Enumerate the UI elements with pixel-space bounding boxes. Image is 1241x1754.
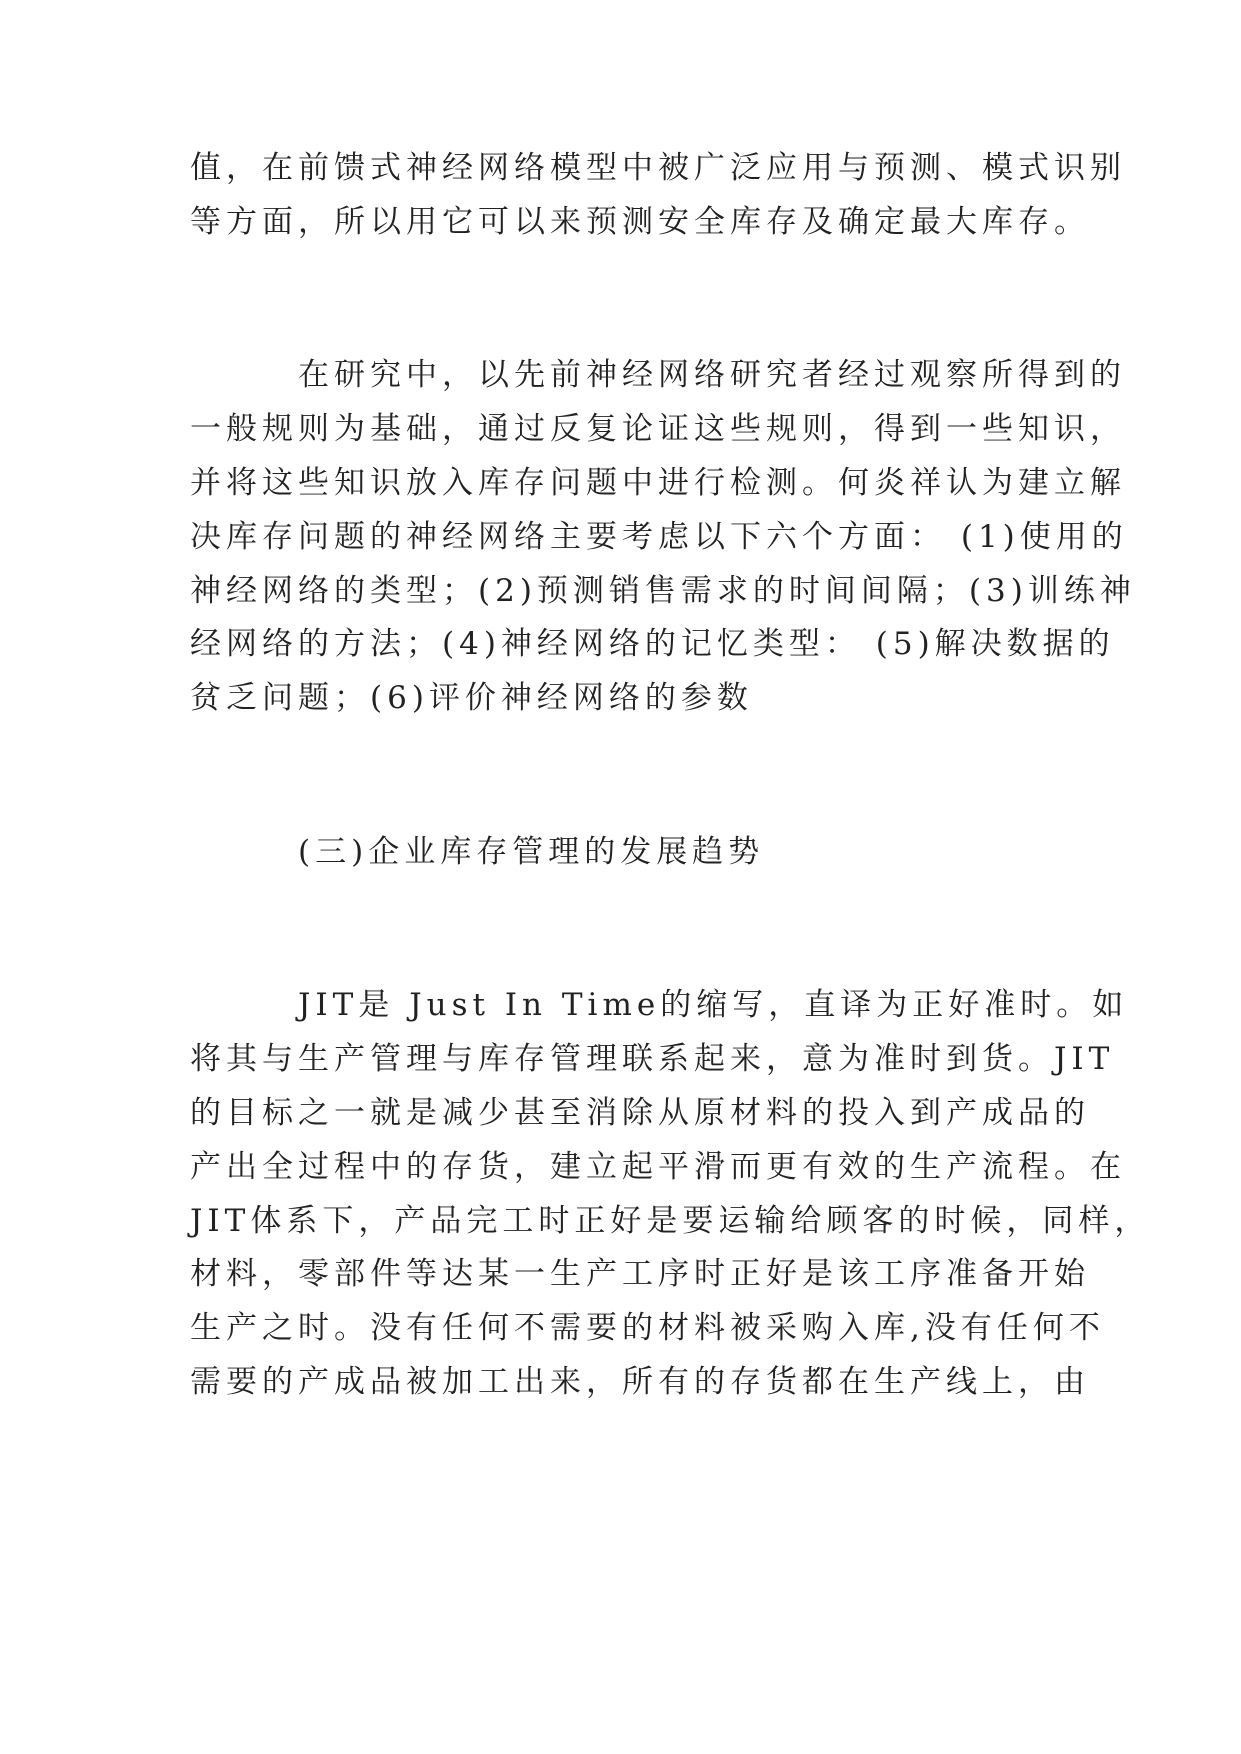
paragraph-3-line-7: 生产之时。没有任何不需要的材料被采购入库,没有任何不: [190, 1310, 1105, 1346]
paragraph-2-line-1: 在研究中，以先前神经网络研究者经过观察所得到的: [298, 357, 1126, 393]
paragraph-2-line-5: 神经网络的类型；(2)预测销售需求的时间间隔；(3)训练神: [190, 573, 1136, 609]
section-heading: (三)企业库存管理的发展趋势: [298, 834, 765, 870]
paragraph-3-line-8: 需要的产成品被加工出来，所有的存货都在生产线上，由: [190, 1364, 1090, 1400]
paragraph-2-line-3: 并将这些知识放入库存问题中进行检测。何炎祥认为建立解: [190, 465, 1126, 501]
paragraph-1-line-2: 等方面，所以用它可以来预测安全库存及确定最大库存。: [190, 204, 1090, 240]
paragraph-2-line-6: 经网络的方法；(4)神经网络的记忆类型： (5)解决数据的: [190, 626, 1115, 662]
paragraph-1-line-1: 值，在前馈式神经网络模型中被广泛应用与预测、模式识别: [190, 150, 1126, 186]
paragraph-3-line-2: 将其与生产管理与库存管理联系起来，意为准时到货。JIT: [190, 1041, 1115, 1077]
paragraph-3-line-4: 产出全过程中的存货，建立起平滑而更有效的生产流程。在: [190, 1149, 1126, 1185]
paragraph-2-line-4: 决库存问题的神经网络主要考虑以下六个方面： (1)使用的: [190, 519, 1128, 555]
paragraph-3-line-1: JIT是 Just In Time的缩写，直译为正好准时。如: [298, 987, 1129, 1023]
paragraph-2-line-2: 一般规则为基础，通过反复论证这些规则，得到一些知识，: [190, 411, 1126, 447]
paragraph-3-line-6: 材料，零部件等达某一生产工序时正好是该工序准备开始: [190, 1256, 1090, 1292]
paragraph-3-line-5: JIT体系下，产品完工时正好是要运输给顾客的时候，同样，: [190, 1203, 1151, 1239]
paragraph-2-line-7: 贫乏问题；(6)评价神经网络的参数: [190, 680, 753, 716]
paragraph-3-line-3: 的目标之一就是减少甚至消除从原材料的投入到产成品的: [190, 1095, 1090, 1131]
